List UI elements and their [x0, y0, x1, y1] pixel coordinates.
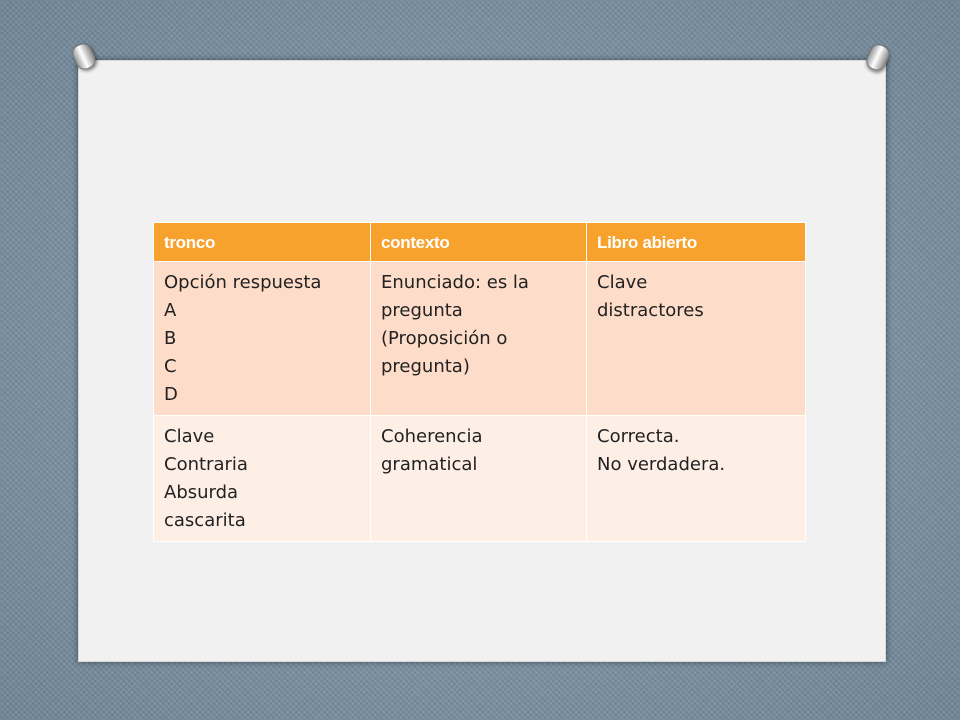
header-cell-tronco: tronco	[154, 223, 371, 262]
cell-line: D	[164, 384, 178, 405]
content-table	[153, 222, 806, 542]
cell-line: Opción respuesta	[164, 272, 322, 293]
cell-line: Contraria	[164, 454, 248, 475]
cell-line: No verdadera.	[597, 454, 726, 475]
cell-line: Absurda	[164, 482, 239, 503]
cell-line: (Proposición o	[381, 328, 508, 349]
table-cell	[371, 262, 587, 416]
table-row	[154, 416, 806, 542]
cell-line: Correcta.	[597, 426, 680, 447]
cell-line: C	[164, 356, 177, 377]
cell-line: B	[164, 328, 177, 349]
cell-line: distractores	[597, 300, 704, 321]
header-cell-libro-abierto: Libro abierto	[587, 223, 806, 262]
cell-line: gramatical	[381, 454, 478, 475]
table-cell	[587, 262, 806, 416]
table-cell	[154, 416, 371, 542]
table-cell	[371, 416, 587, 542]
cell-line: pregunta	[381, 300, 463, 321]
table-cell	[587, 416, 806, 542]
cell-line: Clave	[164, 426, 215, 447]
table-header-row	[154, 223, 806, 262]
cell-line: pregunta)	[381, 356, 470, 377]
cell-line: Clave	[597, 272, 648, 293]
table-cell	[154, 262, 371, 416]
cell-line: Enunciado: es la	[381, 272, 529, 293]
table-row	[154, 262, 806, 416]
header-cell-contexto: contexto	[371, 223, 587, 262]
cell-line: cascarita	[164, 510, 246, 531]
cell-line: Coherencia	[381, 426, 483, 447]
cell-line: A	[164, 300, 177, 321]
